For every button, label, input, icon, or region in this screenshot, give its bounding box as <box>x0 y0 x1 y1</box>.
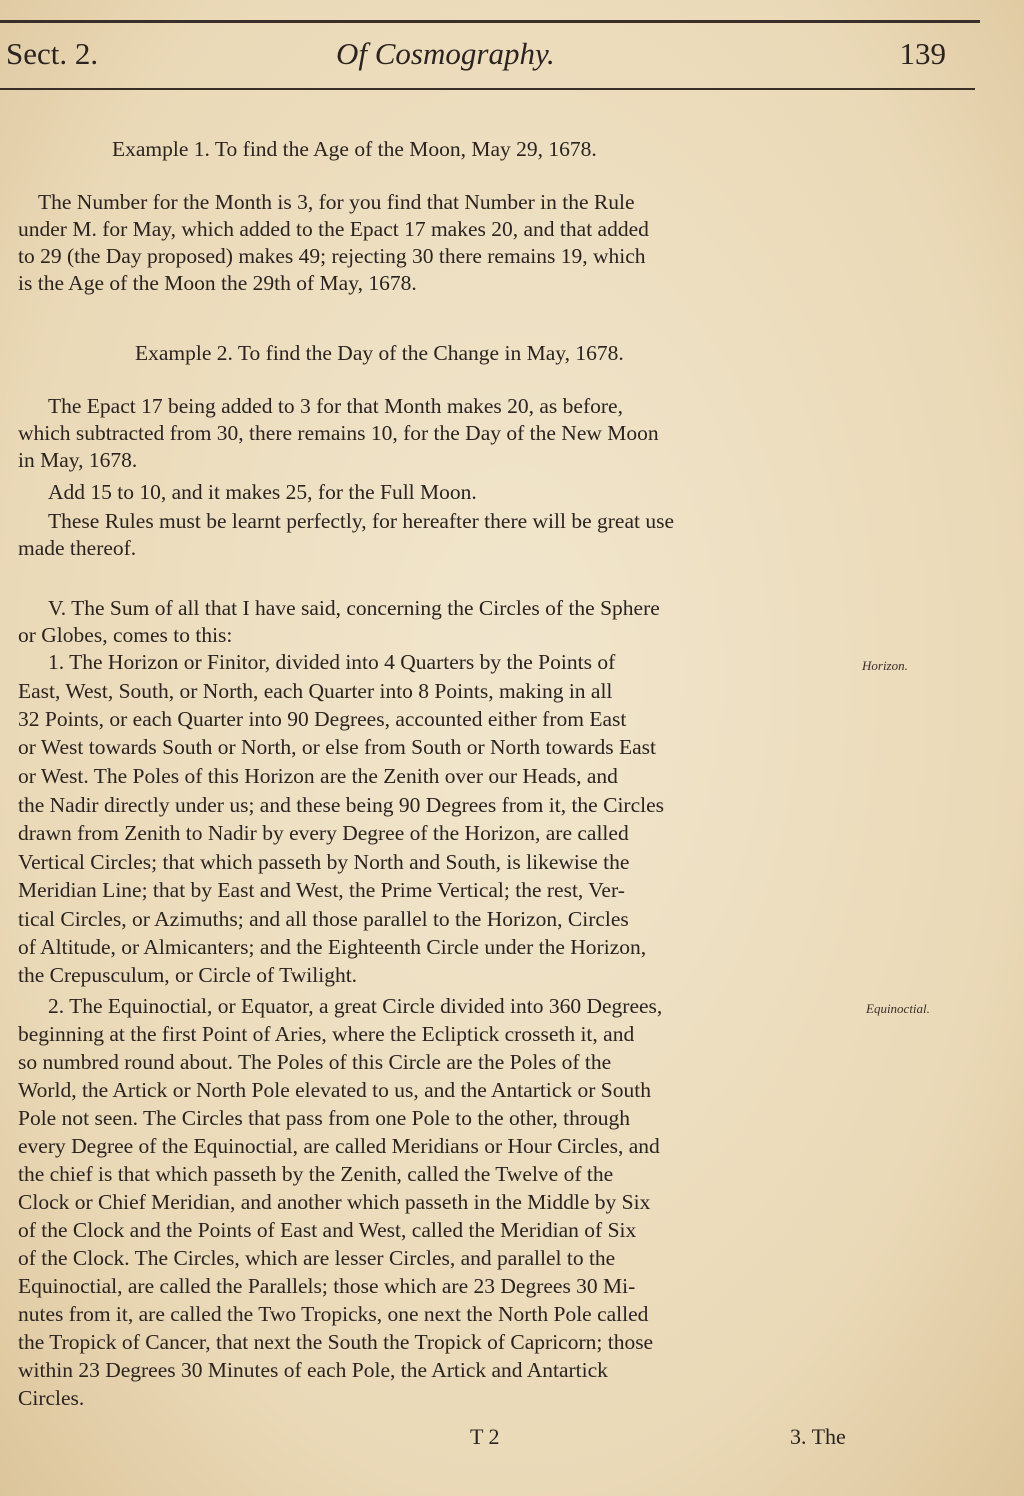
section-5-line: Circles. <box>18 1386 85 1410</box>
example-2-line: These Rules must be learnt perfectly, for hereafter there will be great use <box>48 509 675 533</box>
section-5-line: or West towards South or North, or else from South or North towards East <box>18 735 657 759</box>
section-5-line: 2. The Equinoctial, or Equator, a great Circle divided into 360 Degrees, <box>48 994 663 1018</box>
running-header <box>6 36 976 88</box>
section-5-line: the Tropick of Cancer, that next the South the Tropick of Capricorn; those <box>18 1330 654 1354</box>
section-5-line: Meridian Line; that by East and West, the Prime Vertical; the rest, Ver- <box>18 878 625 902</box>
section-5-line: Pole not seen. The Circles that pass from one Pole to the other, through <box>18 1106 630 1130</box>
signature-mark: T 2 <box>470 1424 500 1449</box>
section-5-line: or Globes, comes to this: <box>18 623 233 647</box>
section-5-line: V. The Sum of all that I have said, concerning the Circles of the Sphere <box>48 596 660 620</box>
example-1-line: is the Age of the Moon the 29th of May, 1678. <box>18 271 417 295</box>
section-5-line: 1. The Horizon or Finitor, divided into 4 Quarters by the Points of <box>48 650 616 674</box>
margin-note-horizon: Horizon. <box>862 658 908 673</box>
section-5-line: of the Clock. The Circles, which are lesser Circles, and parallel to the <box>18 1246 616 1270</box>
section-5-line: every Degree of the Equinoctial, are called Meridians or Hour Circles, and <box>18 1134 660 1158</box>
section-5-line: Clock or Chief Meridian, and another which passeth in the Middle by Six <box>18 1190 651 1214</box>
top-rule <box>0 20 980 23</box>
section-5-line: 32 Points, or each Quarter into 90 Degrees, accounted either from East <box>18 707 627 731</box>
example-2-line: in May, 1678. <box>18 448 138 472</box>
section-5-line: nutes from it, are called the Two Tropicks, one next the North Pole called <box>18 1302 649 1326</box>
example-1-heading: Example 1. To find the Age of the Moon, May 29, 1678. <box>112 137 597 161</box>
section-5-line: of Altitude, or Almicanters; and the Eighteenth Circle under the Horizon, <box>18 935 647 959</box>
section-5-line: Equinoctial, are called the Parallels; those which are 23 Degrees 30 Mi- <box>18 1274 636 1298</box>
section-5-line: beginning at the first Point of Aries, where the Ecliptick crosseth it, and <box>18 1022 635 1046</box>
example-2-line: The Epact 17 being added to 3 for that Month makes 20, as before, <box>48 394 623 418</box>
section-5-line: so numbred round about. The Poles of this Circle are the Poles of the <box>18 1050 612 1074</box>
section-5-line: the Crepusculum, or Circle of Twilight. <box>18 963 358 987</box>
example-2-line: made thereof. <box>18 536 137 560</box>
section-5-line: or West. The Poles of this Horizon are the Zenith over our Heads, and <box>18 764 618 788</box>
example-2-heading: Example 2. To find the Day of the Change in May, 1678. <box>135 341 624 365</box>
catchword: 3. The <box>790 1424 846 1449</box>
section-5-line: of the Clock and the Points of East and West, called the Meridian of Six <box>18 1218 637 1242</box>
example-2-line: Add 15 to 10, and it makes 25, for the Full Moon. <box>48 480 477 504</box>
section-5-line: within 23 Degrees 30 Minutes of each Pole, the Artick and Antartick <box>18 1358 608 1382</box>
section-5-line: World, the Artick or North Pole elevated to us, and the Antartick or South <box>18 1078 651 1102</box>
example-1-line: The Number for the Month is 3, for you find that Number in the Rule <box>38 190 635 214</box>
section-5-line: the chief is that which passeth by the Zenith, called the Twelve of the <box>18 1162 614 1186</box>
section-5-line: tical Circles, or Azimuths; and all those parallel to the Horizon, Circles <box>18 907 629 931</box>
section-5-line: Vertical Circles; that which passeth by North and South, is likewise the <box>18 850 630 874</box>
margin-note-equinoctial: Equinoctial. <box>866 1001 930 1016</box>
section-5-line: East, West, South, or North, each Quarter into 8 Points, making in all <box>18 679 613 703</box>
section-5-line: drawn from Zenith to Nadir by every Degree of the Horizon, are called <box>18 821 629 845</box>
section-5-line: the Nadir directly under us; and these being 90 Degrees from it, the Circles <box>18 793 664 817</box>
header-rule <box>0 88 975 90</box>
example-1-line: to 29 (the Day proposed) makes 49; rejecting 30 there remains 19, which <box>18 244 646 268</box>
running-title: Of Cosmography. <box>336 36 555 71</box>
example-1-line: under M. for May, which added to the Epact 17 makes 20, and that added <box>18 217 649 241</box>
section-label: Sect. 2. <box>6 36 99 71</box>
page-number: 139 <box>899 36 946 71</box>
example-2-line: which subtracted from 30, there remains 10, for the Day of the New Moon <box>18 421 659 445</box>
